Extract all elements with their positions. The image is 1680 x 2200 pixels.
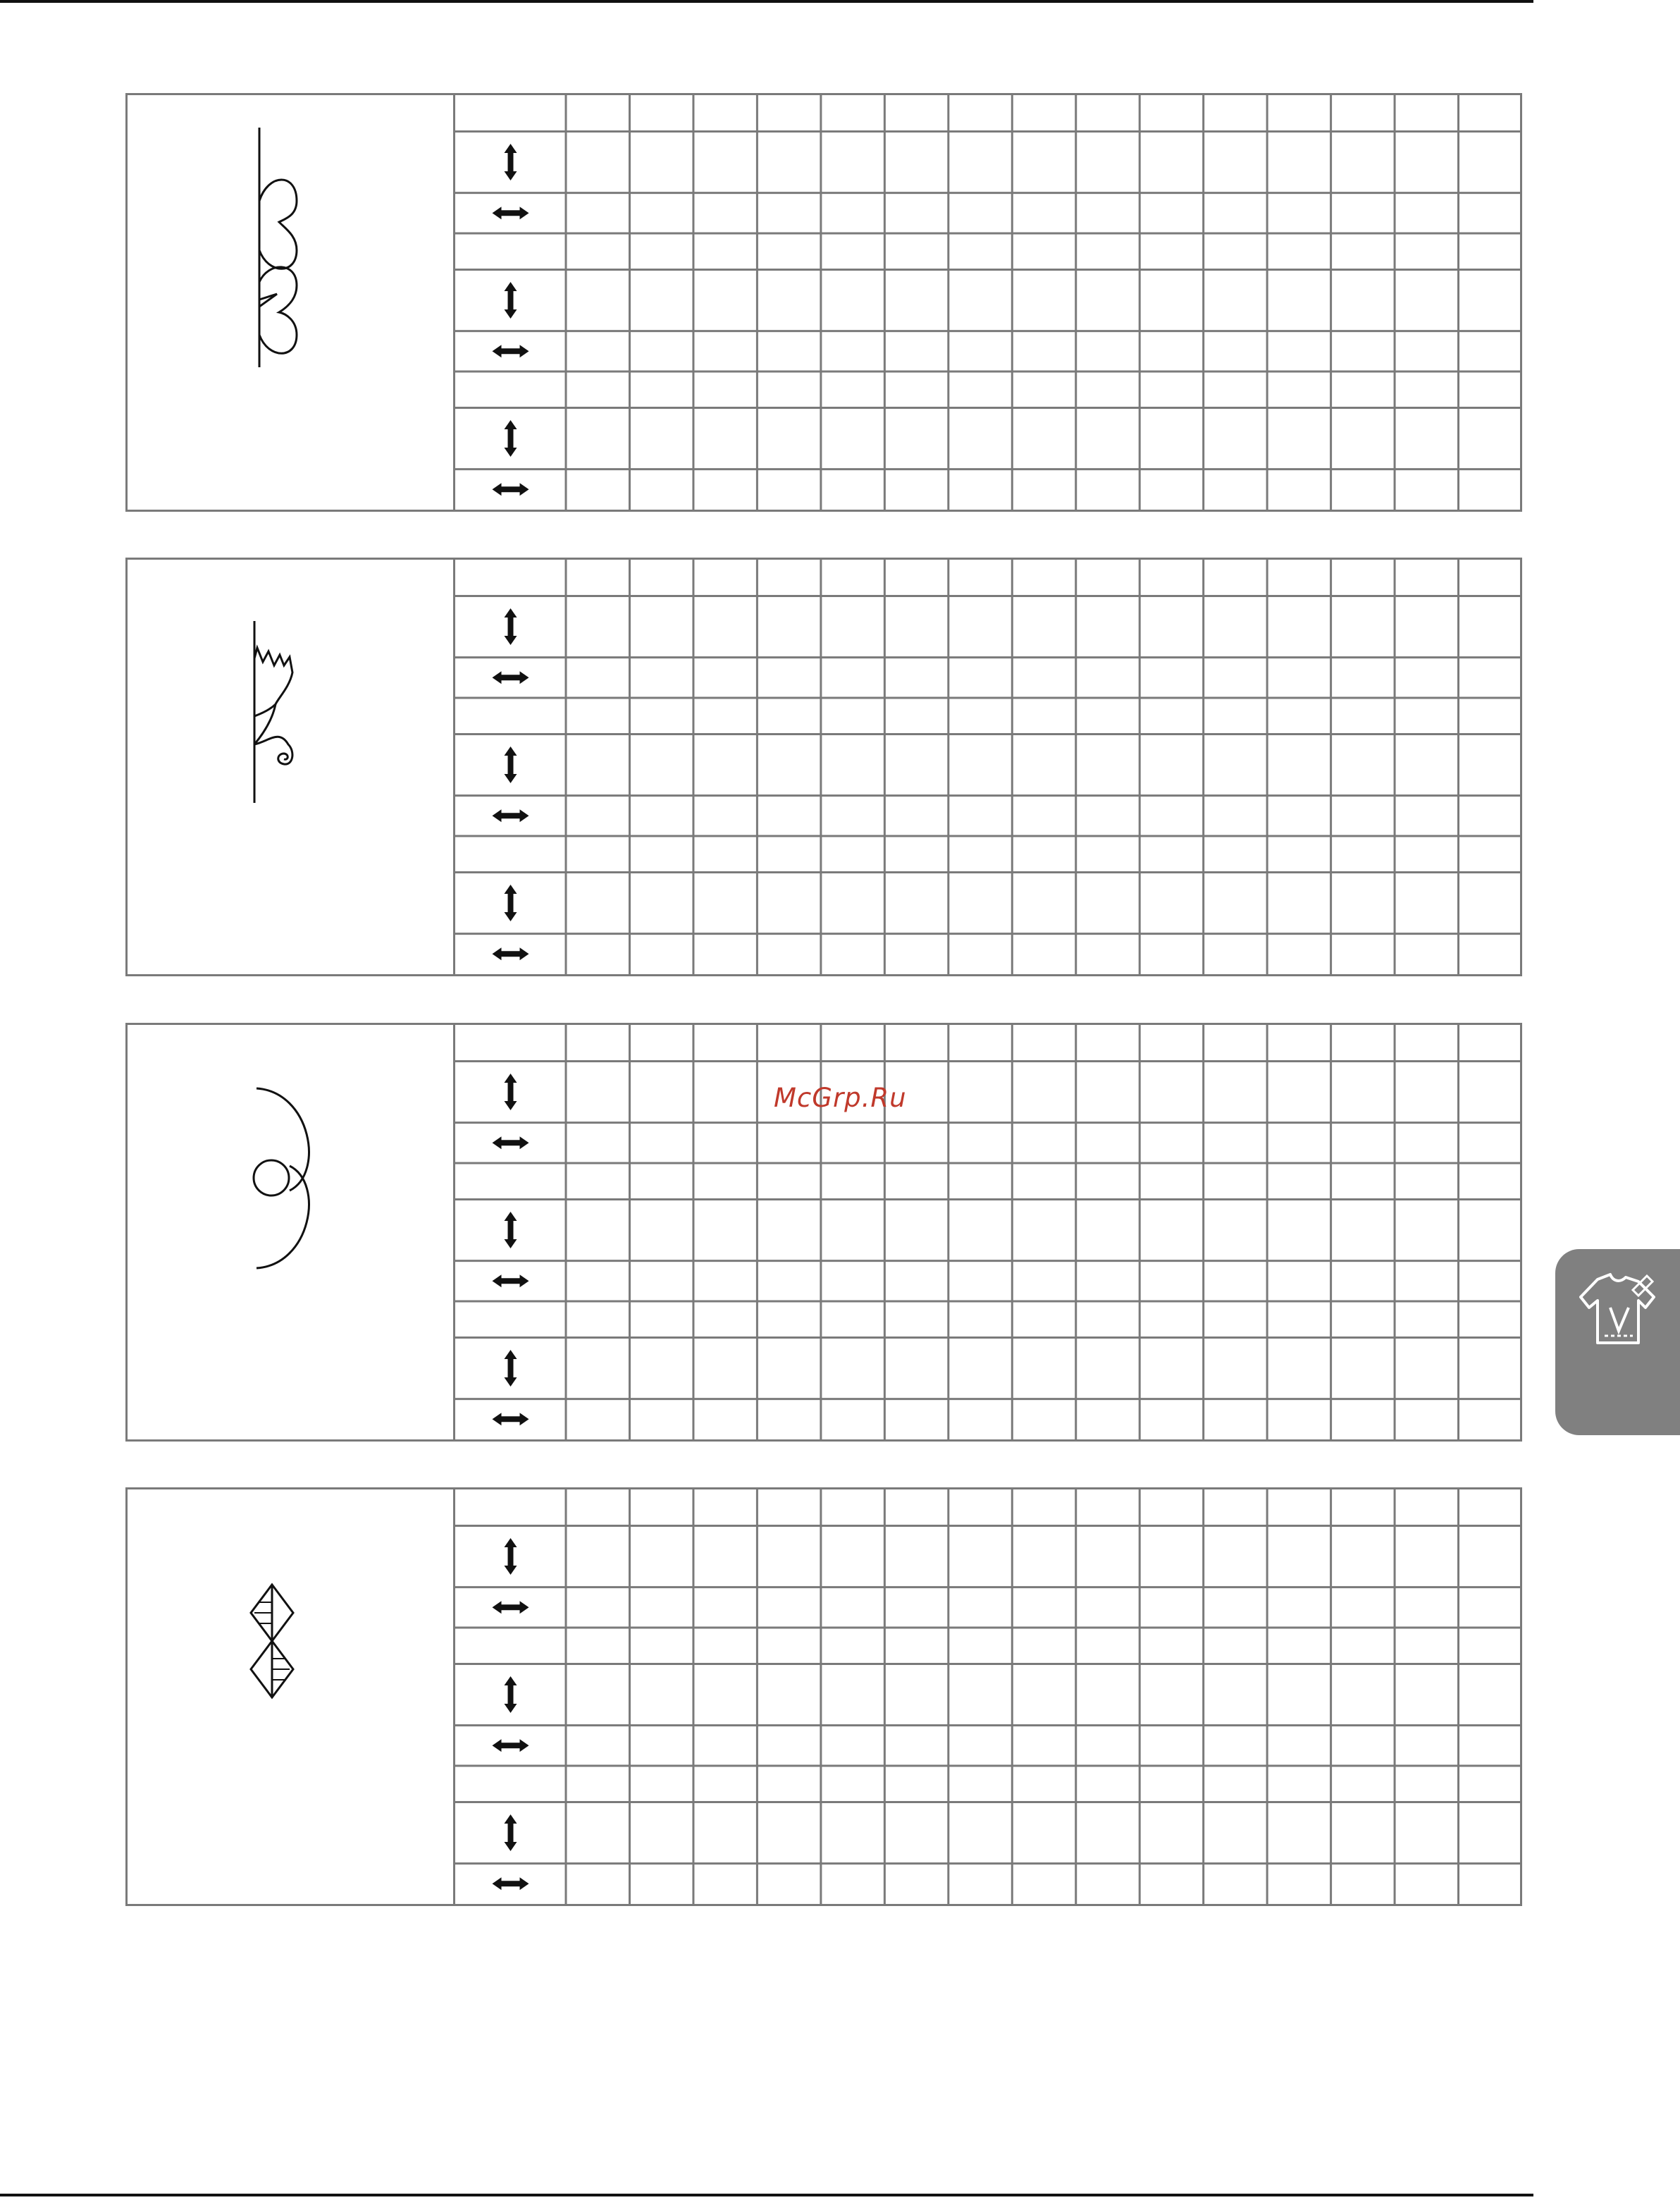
circle-loop-stitch-icon (128, 1025, 455, 1444)
stitch-length-arrow-icon (505, 1350, 517, 1387)
stitch-length-arrow-icon (505, 282, 517, 319)
pattern-cell (128, 560, 455, 974)
stitch-length-arrow-icon (505, 1814, 517, 1851)
stitch-width-arrow-icon (493, 1877, 529, 1890)
stitch-width-arrow-icon (493, 809, 529, 822)
stitch-table-1 (125, 93, 1522, 512)
stitch-table-4 (125, 1487, 1522, 1906)
heart-pair-stitch-icon (128, 95, 455, 514)
garment-sewing-icon (1576, 1269, 1661, 1346)
chapter-tab[interactable] (1555, 1249, 1680, 1435)
stitch-width-arrow-icon (493, 947, 529, 960)
stitch-width-arrow-icon (493, 1136, 529, 1149)
stitch-table-2 (125, 558, 1522, 976)
stitch-width-arrow-icon (493, 483, 529, 496)
stitch-length-arrow-icon (505, 885, 517, 921)
stitch-width-arrow-icon (493, 1739, 529, 1752)
settings-grid (455, 560, 1522, 978)
stitch-length-arrow-icon (505, 608, 517, 645)
stitch-width-arrow-icon (493, 207, 529, 219)
stitch-length-arrow-icon (505, 420, 517, 457)
stitch-length-arrow-icon (505, 1074, 517, 1110)
settings-grid (455, 1025, 1522, 1444)
pattern-cell (128, 1025, 455, 1439)
stitch-width-arrow-icon (493, 345, 529, 357)
cat-stitch-icon (128, 560, 455, 978)
diamond-pair-stitch-icon (128, 1489, 455, 1908)
stitch-length-arrow-icon (505, 144, 517, 180)
watermark: McGrp.Ru (774, 1083, 907, 1113)
settings-grid (455, 95, 1522, 514)
stitch-length-arrow-icon (505, 1676, 517, 1713)
pattern-cell (128, 95, 455, 510)
bottom-rule (0, 2194, 1533, 2196)
stitch-length-arrow-icon (505, 1212, 517, 1248)
settings-grid (455, 1489, 1522, 1908)
stitch-width-arrow-icon (493, 1601, 529, 1614)
top-rule (0, 0, 1533, 3)
stitch-length-arrow-icon (505, 1538, 517, 1575)
stitch-width-arrow-icon (493, 1274, 529, 1287)
stitch-width-arrow-icon (493, 1413, 529, 1425)
stitch-length-arrow-icon (505, 746, 517, 783)
stitch-width-arrow-icon (493, 671, 529, 684)
pattern-cell (128, 1489, 455, 1904)
